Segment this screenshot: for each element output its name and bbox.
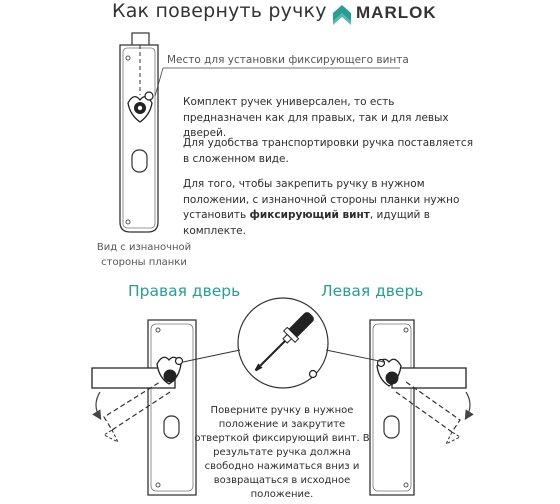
brand-name: MARLOK [356, 3, 437, 22]
instruction-text: Поверните ручку в нужное положение и закрутите отверткой фиксирующий винт. В результате ручка должна свободно нажиматься вниз и возвращаться в исходное положение. [194, 405, 370, 500]
info-paragraph-3 [183, 177, 473, 239]
info-paragraph-3-prefix: Для того, чтобы закрепить ручку в нужном положении, с изнаночной стороны планки нужно установить [183, 178, 460, 221]
rotate-arrow-icon [466, 392, 470, 418]
page-title: Как повернуть ручку [112, 0, 327, 22]
info-paragraph-1: Комплект ручек универсален, то есть предназначен как для правых, так и для левых дверей. [183, 96, 449, 139]
left-door-heading: Левая дверь [321, 282, 424, 300]
info-paragraph-3-suffix: , идущий в комплекте. [183, 209, 430, 237]
screw-location-label: Место для установки фиксирующего винта [167, 54, 409, 66]
lock-plate-icon [120, 33, 158, 232]
info-paragraph-2: Для удобства транспортировки ручка поставляется в сложенном виде. [183, 137, 474, 165]
back-view-caption: Вид с изнаночной стороны планки [96, 242, 192, 268]
screwdriver-icon [238, 298, 328, 388]
info-paragraph-3-bold: фиксирующий винт [249, 209, 370, 221]
rotate-arrow-icon [96, 392, 100, 418]
fixing-screw-icon [145, 92, 153, 100]
right-door-heading: Правая дверь [128, 282, 241, 300]
left-door-assembly [370, 320, 470, 495]
right-door-assembly [92, 320, 196, 495]
